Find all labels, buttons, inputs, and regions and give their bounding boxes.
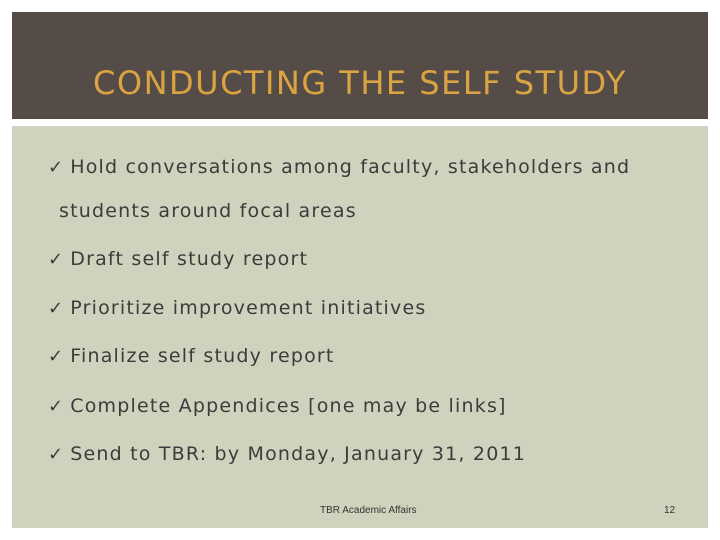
bullet-item: [48, 394, 507, 419]
bullet-continuation: [59, 199, 357, 223]
bullet-text: Send to TBR: by Monday, January 31, 2011: [70, 443, 527, 465]
bullet-text: Hold conversations among faculty, stakeholders and: [70, 156, 631, 178]
checkmark-icon: ✓: [48, 444, 65, 465]
checkmark-icon: ✓: [48, 157, 65, 178]
bullet-text: Draft self study report: [70, 248, 309, 270]
checkmark-icon: ✓: [48, 346, 65, 367]
checkmark-icon: ✓: [48, 298, 65, 319]
content-panel: [12, 126, 708, 528]
bullet-item: [48, 247, 308, 272]
bullet-item: [48, 296, 426, 321]
bullet-text: Complete Appendices [one may be links]: [70, 395, 507, 417]
bullet-text: Prioritize improvement initiatives: [70, 297, 427, 319]
bullet-item: [48, 155, 630, 180]
slide-title: CONDUCTING THE SELF STUDY: [93, 64, 627, 102]
title-bar: [12, 12, 708, 119]
bullet-item: [48, 442, 526, 467]
checkmark-icon: ✓: [48, 396, 65, 417]
bullet-text: Finalize self study report: [70, 345, 335, 367]
page-number: 12: [664, 505, 676, 516]
footer-text: TBR Academic Affairs: [320, 505, 417, 516]
checkmark-icon: ✓: [48, 249, 65, 270]
bullet-text: students around focal areas: [59, 200, 357, 222]
bullet-item: [48, 344, 335, 369]
